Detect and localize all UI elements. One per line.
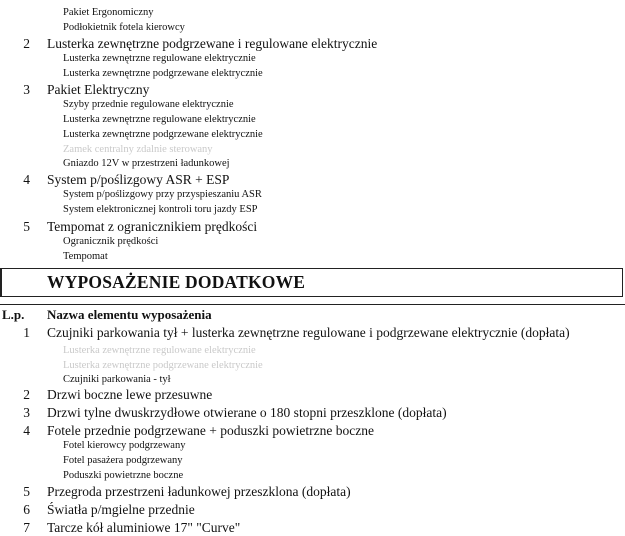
item-text: System p/poślizgowy przy przyspieszaniu ASR — [63, 189, 262, 200]
item-text: Światła p/mgielne przednie — [47, 502, 195, 517]
item-number: 4 — [23, 172, 30, 187]
item-number: 7 — [23, 520, 30, 535]
item-number: 2 — [23, 36, 30, 51]
item-text: Lusterka zewnętrzne podgrzewane i regulowane elektrycznie — [47, 36, 378, 51]
item-text: Tarcze kół aluminiowe 17" "Curve" — [47, 520, 241, 535]
item-text: Przegroda przestrzeni ładunkowej przeszklona (dopłata) — [47, 484, 351, 499]
item-text: Poduszki powietrzne boczne — [63, 470, 184, 481]
item-text: Podłokietnik fotela kierowcy — [63, 22, 185, 33]
item-text: Pakiet Ergonomiczny — [63, 7, 154, 18]
item-text: Pakiet Elektryczny — [47, 82, 150, 97]
item-text: Fotele przednie podgrzewane + poduszki powietrzne boczne — [47, 423, 374, 438]
item-text: Lusterka zewnętrzne podgrzewane elektrycznie — [63, 129, 263, 140]
item-number: 1 — [23, 325, 30, 340]
item-text: Lusterka zewnętrzne regulowane elektrycznie — [63, 114, 256, 125]
item-text: Zamek centralny zdalnie sterowany — [63, 144, 213, 155]
item-text: Szyby przednie regulowane elektrycznie — [63, 99, 234, 110]
item-number: 3 — [23, 82, 30, 97]
item-text: System p/poślizgowy ASR + ESP — [47, 172, 230, 187]
item-text: Lusterka zewnętrzne regulowane elektrycznie — [63, 345, 256, 356]
item-text: Czujniki parkowania - tył — [63, 374, 171, 385]
item-text: Drzwi boczne lewe przesuwne — [47, 387, 213, 402]
column-header-lp: L.p. — [2, 307, 25, 322]
section-title: WYPOSAŻENIE DODATKOWE — [47, 272, 306, 292]
header-rule — [0, 304, 625, 305]
item-number: 5 — [23, 484, 30, 499]
item-text: Gniazdo 12V w przestrzeni ładunkowej — [63, 158, 230, 169]
item-number: 2 — [23, 387, 30, 402]
item-text: Fotel kierowcy podgrzewany — [63, 440, 186, 451]
column-header-name: Nazwa elementu wyposażenia — [47, 307, 212, 322]
item-number: 5 — [23, 219, 30, 234]
item-text: Fotel pasażera podgrzewany — [63, 455, 183, 466]
item-text: Lusterka zewnętrzne regulowane elektrycznie — [63, 53, 256, 64]
section-header-banner — [0, 268, 623, 297]
item-text: Czujniki parkowania tył + lusterka zewnętrzne regulowane i podgrzewane elektrycznie (dopłata) — [47, 325, 570, 340]
item-number: 6 — [23, 502, 30, 517]
item-text: Tempomat — [63, 251, 108, 262]
item-number: 4 — [23, 423, 30, 438]
item-text: System elektronicznej kontroli toru jazdy ESP — [63, 204, 258, 215]
item-text: Tempomat z ogranicznikiem prędkości — [47, 219, 258, 234]
item-text: Ogranicznik prędkości — [63, 236, 159, 247]
item-number: 3 — [23, 405, 30, 420]
item-text: Drzwi tylne dwuskrzydłowe otwierane o 180 stopni przeszklone (dopłata) — [47, 405, 447, 420]
item-text: Lusterka zewnętrzne podgrzewane elektrycznie — [63, 68, 263, 79]
item-text: Lusterka zewnętrzne podgrzewane elektrycznie — [63, 360, 263, 371]
